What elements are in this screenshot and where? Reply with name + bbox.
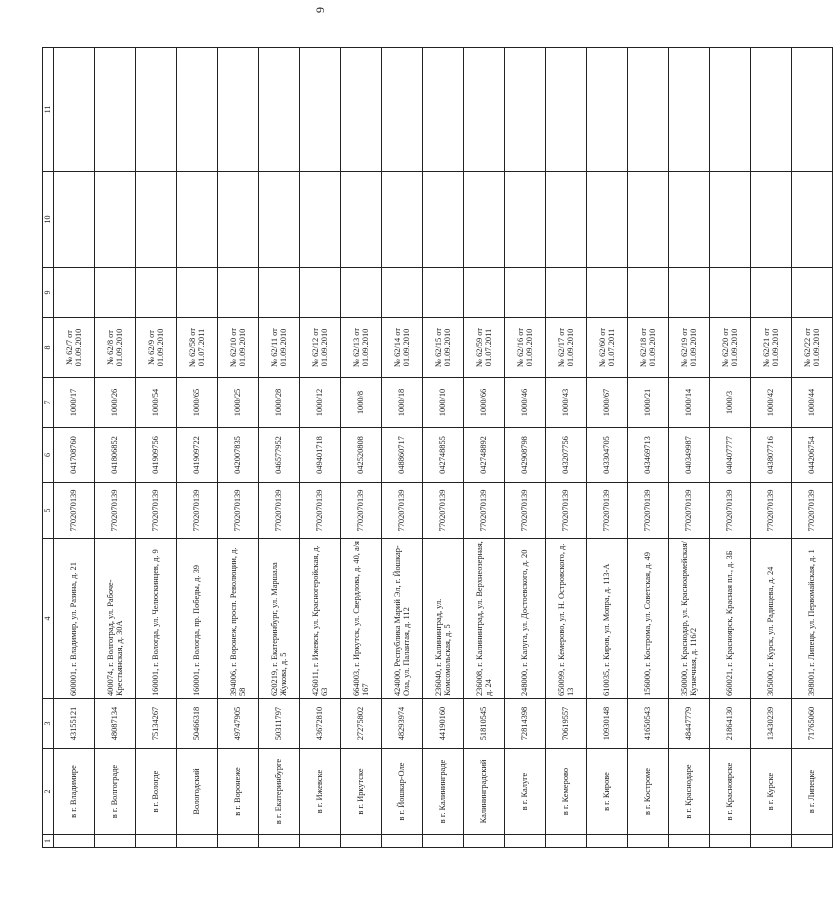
okpo-code-cell: 21864130 [710,699,751,749]
column-number: 7 [43,378,54,428]
empty-cell [218,268,259,318]
empty-cell [300,268,341,318]
empty-cell [546,268,587,318]
empty-cell [341,48,382,172]
branch-name-cell: Вологодский [177,749,218,835]
branch-name-cell: в г. Кемерово [546,749,587,835]
inn-cell: 7702070139 [423,483,464,539]
okpo-code-cell: 49747905 [218,699,259,749]
empty-cell [710,268,751,318]
registration-number-cell: 1000/10 [423,378,464,428]
address-cell: 248000, г. Калуга, ул. Достоевского, д. 20 [505,539,546,699]
inn-cell: 7702070139 [341,483,382,539]
empty-cell [792,268,833,318]
empty-cell [218,48,259,172]
empty-cell [177,835,218,848]
registration-number-cell: 1000/17 [54,378,95,428]
empty-cell [669,48,710,172]
order-reference-cell: № 62/58 от 01.07.2011 [177,318,218,378]
empty-cell [751,835,792,848]
empty-cell [710,172,751,268]
address-cell: 156000, г. Кострома, ул. Советская, д. 49 [628,539,669,699]
empty-cell [382,835,423,848]
registration-number-cell: 1000/14 [669,378,710,428]
table-row [464,48,505,848]
bik-cell: 042748892 [464,428,505,483]
empty-cell [259,835,300,848]
order-reference-cell: № 62/10 от 01.09.2010 [218,318,259,378]
empty-cell [628,48,669,172]
empty-cell [382,172,423,268]
okpo-code-cell: 48447779 [669,699,710,749]
inn-cell: 7702070139 [587,483,628,539]
bik-cell: 041806852 [95,428,136,483]
address-cell: 660021, г. Красноярск, Красная пл., д. 3Б [710,539,751,699]
okpo-code-cell: 43672810 [300,699,341,749]
empty-cell [300,172,341,268]
inn-cell: 7702070139 [177,483,218,539]
empty-cell [54,172,95,268]
column-number: 4 [43,539,54,699]
table-row [259,48,300,848]
branch-name-cell: в г. Калининграде [423,749,464,835]
table-row [751,48,792,848]
empty-cell [464,268,505,318]
branch-name-cell: в г. Иркутске [341,749,382,835]
registration-number-cell: 1000/67 [587,378,628,428]
bik-cell: 042908798 [505,428,546,483]
inn-cell: 7702070139 [300,483,341,539]
order-reference-cell: № 62/14 от 01.09.2010 [382,318,423,378]
inn-cell: 7702070139 [751,483,792,539]
empty-cell [505,172,546,268]
bik-cell: 043304705 [587,428,628,483]
order-reference-cell: № 62/11 от 01.09.2010 [259,318,300,378]
empty-cell [95,835,136,848]
okpo-code-cell: 71765060 [792,699,833,749]
order-reference-cell: № 62/16 от 01.09.2010 [505,318,546,378]
table-row [54,48,95,848]
address-cell: 600001, г. Владимир, ул. Разина, д. 21 [54,539,95,699]
column-number: 10 [43,172,54,268]
table-row [341,48,382,848]
empty-cell [423,835,464,848]
inn-cell: 7702070139 [54,483,95,539]
branch-name-cell: в г. Калуге [505,749,546,835]
bik-cell: 043807716 [751,428,792,483]
branch-name-cell: в г. Волгограде [95,749,136,835]
empty-cell [259,172,300,268]
address-cell: 160001, г. Вологда, ул. Челюскинцев, д. 9 [136,539,177,699]
order-reference-cell: № 62/21 от 01.09.2010 [751,318,792,378]
empty-cell [587,172,628,268]
empty-cell [136,835,177,848]
registration-number-cell: 1000/54 [136,378,177,428]
registration-number-cell: 1000/21 [628,378,669,428]
okpo-code-cell: 13430239 [751,699,792,749]
branch-table [42,47,833,848]
column-number: 8 [43,318,54,378]
column-number: 6 [43,428,54,483]
empty-cell [710,48,751,172]
branch-name-cell: в г. Воронеже [218,749,259,835]
order-reference-cell: № 62/9 от 01.09.2010 [136,318,177,378]
empty-cell [751,48,792,172]
address-cell: 305000, г. Курск, ул. Радищева, д. 24 [751,539,792,699]
empty-cell [505,48,546,172]
table-row [218,48,259,848]
branch-name-cell: в г. Кирове [587,749,628,835]
empty-cell [218,835,259,848]
address-cell: 426011, г. Ижевск, ул. Красногеройская, д. 63 [300,539,341,699]
order-reference-cell: № 62/15 от 01.09.2010 [423,318,464,378]
address-cell: 650099, г. Кемерово, ул. Н. Островского, д. 13 [546,539,587,699]
registration-number-cell: 1000/66 [464,378,505,428]
column-number: 9 [43,268,54,318]
okpo-code-cell: 44190160 [423,699,464,749]
empty-cell [464,835,505,848]
address-cell: 664003, г. Иркутск, ул. Свердлова, д. 40, а/я 167 [341,539,382,699]
empty-cell [505,268,546,318]
column-number: 2 [43,749,54,835]
bik-cell: 042520808 [341,428,382,483]
empty-cell [505,835,546,848]
bik-cell: 046577952 [259,428,300,483]
empty-cell [95,48,136,172]
empty-cell [54,835,95,848]
registration-number-cell: 1000/28 [259,378,300,428]
table-row [505,48,546,848]
table-row [382,48,423,848]
empty-cell [259,48,300,172]
inn-cell: 7702070139 [628,483,669,539]
empty-cell [546,48,587,172]
okpo-code-cell: 50311797 [259,699,300,749]
okpo-code-cell: 48293974 [382,699,423,749]
empty-cell [792,48,833,172]
empty-cell [300,48,341,172]
okpo-code-cell: 41650543 [628,699,669,749]
empty-cell [628,172,669,268]
order-reference-cell: № 62/20 от 01.09.2010 [710,318,751,378]
empty-cell [423,48,464,172]
bik-cell: 048860717 [382,428,423,483]
table-row [710,48,751,848]
registration-number-cell: 1000/46 [505,378,546,428]
registration-number-cell: 1000/25 [218,378,259,428]
empty-cell [792,835,833,848]
order-reference-cell: № 62/7 от 01.09.2010 [54,318,95,378]
registration-number-cell: 1000/18 [382,378,423,428]
branch-name-cell: в г. Екатеринбурге [259,749,300,835]
address-cell: 160001, г. Вологда, пр. Победы, д. 39 [177,539,218,699]
table-row [628,48,669,848]
branch-name-cell: в г. Курске [751,749,792,835]
address-cell: 236040, г. Калининград, ул. Комсомольская, д. 5 [423,539,464,699]
empty-cell [792,172,833,268]
empty-cell [587,48,628,172]
registration-number-cell: 1000/42 [751,378,792,428]
order-reference-cell: № 62/19 от 01.09.2010 [669,318,710,378]
okpo-code-cell: 50466318 [177,699,218,749]
table-row [546,48,587,848]
table-row [95,48,136,848]
empty-cell [177,268,218,318]
order-reference-cell: № 62/8 от 01.09.2010 [95,318,136,378]
branch-name-cell: в г. Краснодаре [669,749,710,835]
bik-cell: 044206754 [792,428,833,483]
registration-number-cell: 1000/43 [546,378,587,428]
address-cell: 236008, г. Калининград, ул. Верхнеозерная, д. 24 [464,539,505,699]
column-number: 5 [43,483,54,539]
okpo-code-cell: 70619557 [546,699,587,749]
empty-cell [546,172,587,268]
empty-cell [54,48,95,172]
address-cell: 350000, г. Краснодар, ул. Красноармейская/Кузнечная, д. 116/2 [669,539,710,699]
address-cell: 610035, г. Киров, ул. Мопра, д. 113-А [587,539,628,699]
order-reference-cell: № 62/22 от 01.09.2010 [792,318,833,378]
okpo-code-cell: 51810545 [464,699,505,749]
empty-cell [751,172,792,268]
empty-cell [300,835,341,848]
empty-cell [669,268,710,318]
empty-cell [423,172,464,268]
branch-name-cell: в г. Владимире [54,749,95,835]
inn-cell: 7702070139 [382,483,423,539]
registration-number-cell: 1000/12 [300,378,341,428]
registration-number-cell: 1000/65 [177,378,218,428]
empty-cell [54,268,95,318]
branch-name-cell: Калининградский [464,749,505,835]
bik-cell: 041909756 [136,428,177,483]
okpo-code-cell: 75134267 [136,699,177,749]
order-reference-cell: № 62/60 от 01.07.2011 [587,318,628,378]
empty-cell [382,268,423,318]
empty-cell [177,48,218,172]
address-cell: 398001, г. Липецк, ул. Первомайская, д. 1 [792,539,833,699]
order-reference-cell: № 62/12 от 01.09.2010 [300,318,341,378]
inn-cell: 7702070139 [136,483,177,539]
inn-cell: 7702070139 [464,483,505,539]
table-row [423,48,464,848]
order-reference-cell: № 62/13 от 01.09.2010 [341,318,382,378]
bik-cell: 049401718 [300,428,341,483]
table-row [136,48,177,848]
order-reference-cell: № 62/59 от 01.07.2011 [464,318,505,378]
inn-cell: 7702070139 [710,483,751,539]
okpo-code-cell: 10930148 [587,699,628,749]
registration-number-cell: 1000/44 [792,378,833,428]
empty-cell [341,172,382,268]
okpo-code-cell: 27275802 [341,699,382,749]
registration-number-cell: 1000/3 [710,378,751,428]
table-row [587,48,628,848]
empty-cell [136,172,177,268]
empty-cell [382,48,423,172]
bik-cell: 043207756 [546,428,587,483]
empty-cell [259,268,300,318]
empty-cell [669,835,710,848]
empty-cell [546,835,587,848]
okpo-code-cell: 72814398 [505,699,546,749]
inn-cell: 7702070139 [505,483,546,539]
address-cell: 400074, г. Волгоград, ул. Рабоче-Крестьянская, д. 30А [95,539,136,699]
branch-name-cell: в г. Костроме [628,749,669,835]
branch-name-cell: в г. Красноярске [710,749,751,835]
empty-cell [177,172,218,268]
column-number: 1 [43,835,54,848]
bik-cell: 041909722 [177,428,218,483]
bik-cell: 043469713 [628,428,669,483]
order-reference-cell: № 62/18 от 01.09.2010 [628,318,669,378]
address-cell: 394006, г. Воронеж, просп. Революции, д. 58 [218,539,259,699]
inn-cell: 7702070139 [218,483,259,539]
table-row [300,48,341,848]
okpo-code-cell: 43155121 [54,699,95,749]
column-number: 11 [43,48,54,172]
table-row [669,48,710,848]
bik-cell: 042007835 [218,428,259,483]
branch-name-cell: в г. Липецке [792,749,833,835]
inn-cell: 7702070139 [792,483,833,539]
empty-cell [136,48,177,172]
order-reference-cell: № 62/17 от 01.09.2010 [546,318,587,378]
empty-cell [669,172,710,268]
column-number-row [43,48,54,848]
empty-cell [628,268,669,318]
address-cell: 424000, Республика Марий Эл, г. Йошкар-Ола, ул. Палантая, д. 112 [382,539,423,699]
empty-cell [751,268,792,318]
registration-number-cell: 1000/26 [95,378,136,428]
page-number: 9 [313,7,327,13]
inn-cell: 7702070139 [95,483,136,539]
empty-cell [587,835,628,848]
empty-cell [218,172,259,268]
column-number: 3 [43,699,54,749]
bik-cell: 040349987 [669,428,710,483]
address-cell: 620219, г. Екатеринбург, ул. Маршала Жукова, д. 5 [259,539,300,699]
empty-cell [136,268,177,318]
empty-cell [341,268,382,318]
empty-cell [628,835,669,848]
bik-cell: 042748855 [423,428,464,483]
registration-number-cell: 1000/8 [341,378,382,428]
empty-cell [341,835,382,848]
empty-cell [95,268,136,318]
branch-name-cell: в г. Йошкар-Оле [382,749,423,835]
empty-cell [423,268,464,318]
okpo-code-cell: 48087134 [95,699,136,749]
inn-cell: 7702070139 [259,483,300,539]
empty-cell [710,835,751,848]
bik-cell: 040407777 [710,428,751,483]
bik-cell: 041708760 [54,428,95,483]
empty-cell [587,268,628,318]
branch-name-cell: в г. Вологде [136,749,177,835]
inn-cell: 7702070139 [669,483,710,539]
table-row [177,48,218,848]
empty-cell [95,172,136,268]
empty-cell [464,48,505,172]
inn-cell: 7702070139 [546,483,587,539]
rotated-table-container [42,48,821,848]
branch-name-cell: в г. Ижевске [300,749,341,835]
table-row [792,48,833,848]
empty-cell [464,172,505,268]
